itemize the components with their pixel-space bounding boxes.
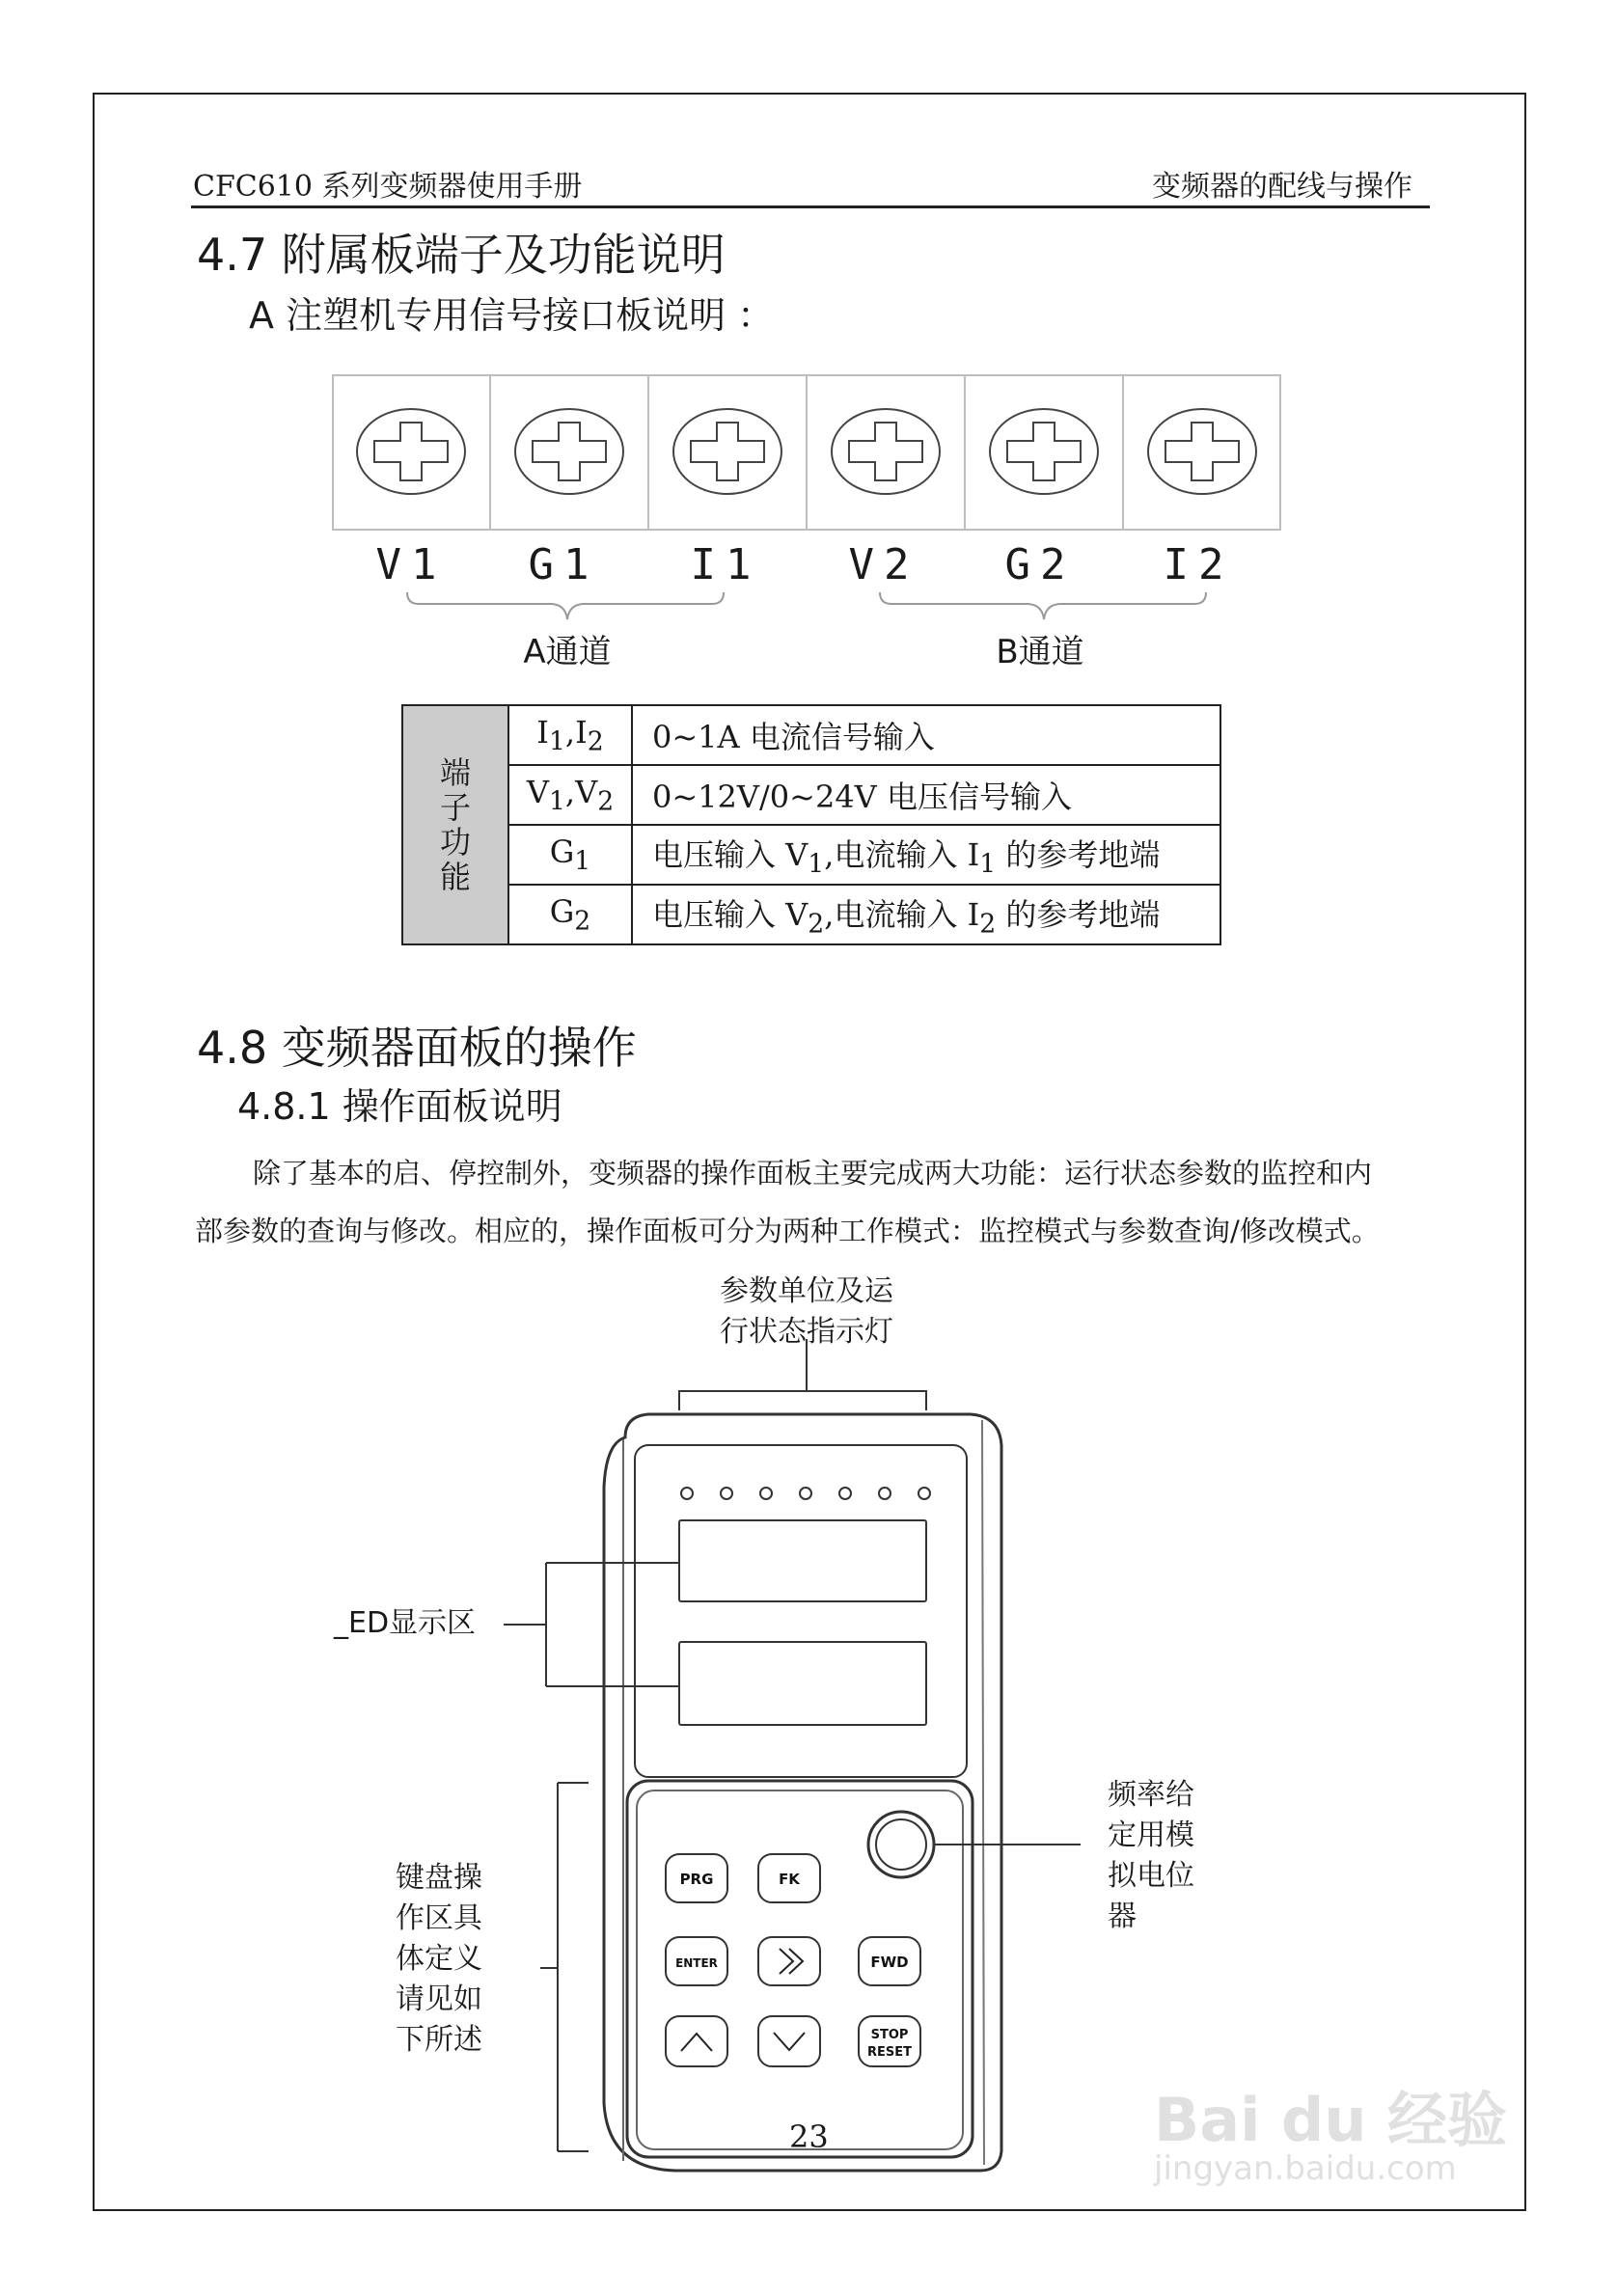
header-rule — [191, 205, 1430, 208]
status-led-icon — [721, 1488, 732, 1499]
led-display-callout: _ED显示区 — [334, 1606, 477, 1640]
table-desc-cell: 电压输入 $V_1$,电流输入 $I_1$ 的参考地端 — [632, 825, 1220, 885]
fwd-key-label: FWD — [870, 1954, 909, 1971]
table-row — [402, 705, 1220, 765]
potentiometer-callout — [1108, 1775, 1194, 1937]
enter-key-label: ENTER — [675, 1956, 718, 1970]
side-label-text: 端子功能 — [439, 754, 471, 895]
indicator-callout-line-2: 行状态指示灯 — [720, 1315, 893, 1349]
section-4-7-subtitle: A 注塑机专用信号接口板说明 ： — [249, 294, 775, 337]
section-4-8-title: 4.8 变频器面板的操作 — [197, 1022, 637, 1074]
table-row — [402, 885, 1220, 944]
status-led-icon — [760, 1488, 772, 1499]
keyboard-callout-line: 体定义 — [396, 1942, 482, 1976]
keyboard-callout — [396, 1858, 482, 2061]
table-side-label — [402, 705, 508, 944]
shift-key[interactable] — [758, 1937, 820, 1985]
channel-b-label: B通道 — [996, 633, 1084, 671]
prg-key-label: PRG — [679, 1871, 714, 1888]
terminal-function-table — [401, 704, 1221, 945]
terminal-label-g1: G1 — [528, 540, 599, 589]
header-left: CFC610 系列变频器使用手册 — [193, 170, 583, 204]
table-code-cell: $G_2$ — [508, 885, 632, 944]
status-led-icon — [800, 1488, 811, 1499]
keyboard-callout-line: 请见如 — [396, 1982, 482, 2016]
fk-key-label: FK — [779, 1871, 800, 1888]
keyboard-callout-line: 作区具 — [396, 1901, 482, 1935]
pot-callout-line: 器 — [1108, 1900, 1137, 1933]
table-desc-cell: 0~1A 电流信号输入 — [632, 705, 1220, 765]
terminal-label-v2: V2 — [848, 540, 919, 589]
terminal-label-i2: I2 — [1163, 540, 1234, 589]
table-row — [402, 765, 1220, 825]
terminal-label-g2: G2 — [1004, 540, 1076, 589]
status-led-icon — [839, 1488, 851, 1499]
table-desc-cell: 电压输入 $V_2$,电流输入 $I_2$ 的参考地端 — [632, 885, 1220, 944]
status-led-icon — [681, 1488, 693, 1499]
table-code-cell: $V_1,V_2$ — [508, 765, 632, 825]
status-led-icon — [879, 1488, 891, 1499]
terminal-label-i1: I1 — [690, 540, 761, 589]
up-key[interactable] — [666, 2016, 727, 2066]
table-code-cell: $I_1,I_2$ — [508, 705, 632, 765]
terminal-block — [332, 374, 1281, 531]
stop-key-label: STOP — [870, 2028, 909, 2042]
paragraph-line-1: 除了基本的启、停控制外，变频器的操作面板主要完成两大功能：运行状态参数的监控和内 — [253, 1157, 1373, 1189]
page-number: 23 — [789, 2118, 829, 2155]
down-key[interactable] — [758, 2016, 820, 2066]
pot-callout-line: 定用模 — [1108, 1818, 1194, 1852]
reset-key-label: RESET — [866, 2045, 913, 2060]
table-row — [402, 825, 1220, 885]
channel-a-label: A通道 — [523, 633, 612, 671]
channel-braces — [405, 590, 1216, 629]
keyboard-callout-line: 键盘操 — [396, 1861, 482, 1895]
table-code-cell: $G_1$ — [508, 825, 632, 885]
indicator-callout-line-1: 参数单位及运 — [720, 1274, 893, 1308]
pot-callout-line: 拟电位 — [1108, 1859, 1194, 1893]
section-4-7-title: 4.7 附属板端子及功能说明 — [197, 229, 726, 281]
header-right: 变频器的配线与操作 — [1152, 170, 1412, 204]
indicator-callout — [720, 1271, 893, 1353]
terminal-block-drawing — [332, 374, 1281, 531]
watermark-brand: Bai du 经验 — [1154, 2085, 1508, 2155]
watermark-url: jingyan.baidu.com — [1154, 2149, 1457, 2188]
section-4-8-1-title: 4.8.1 操作面板说明 — [237, 1085, 562, 1128]
keyboard-callout-line: 下所述 — [396, 2023, 482, 2057]
table-desc-cell: 0~12V/0~24V 电压信号输入 — [632, 765, 1220, 825]
terminal-label-v1: V1 — [375, 540, 447, 589]
status-led-icon — [918, 1488, 930, 1499]
pot-callout-line: 频率给 — [1108, 1778, 1194, 1812]
paragraph-line-2: 部参数的查询与修改。相应的，操作面板可分为两种工作模式：监控模式与参数查询/修改模式。 — [195, 1215, 1380, 1247]
